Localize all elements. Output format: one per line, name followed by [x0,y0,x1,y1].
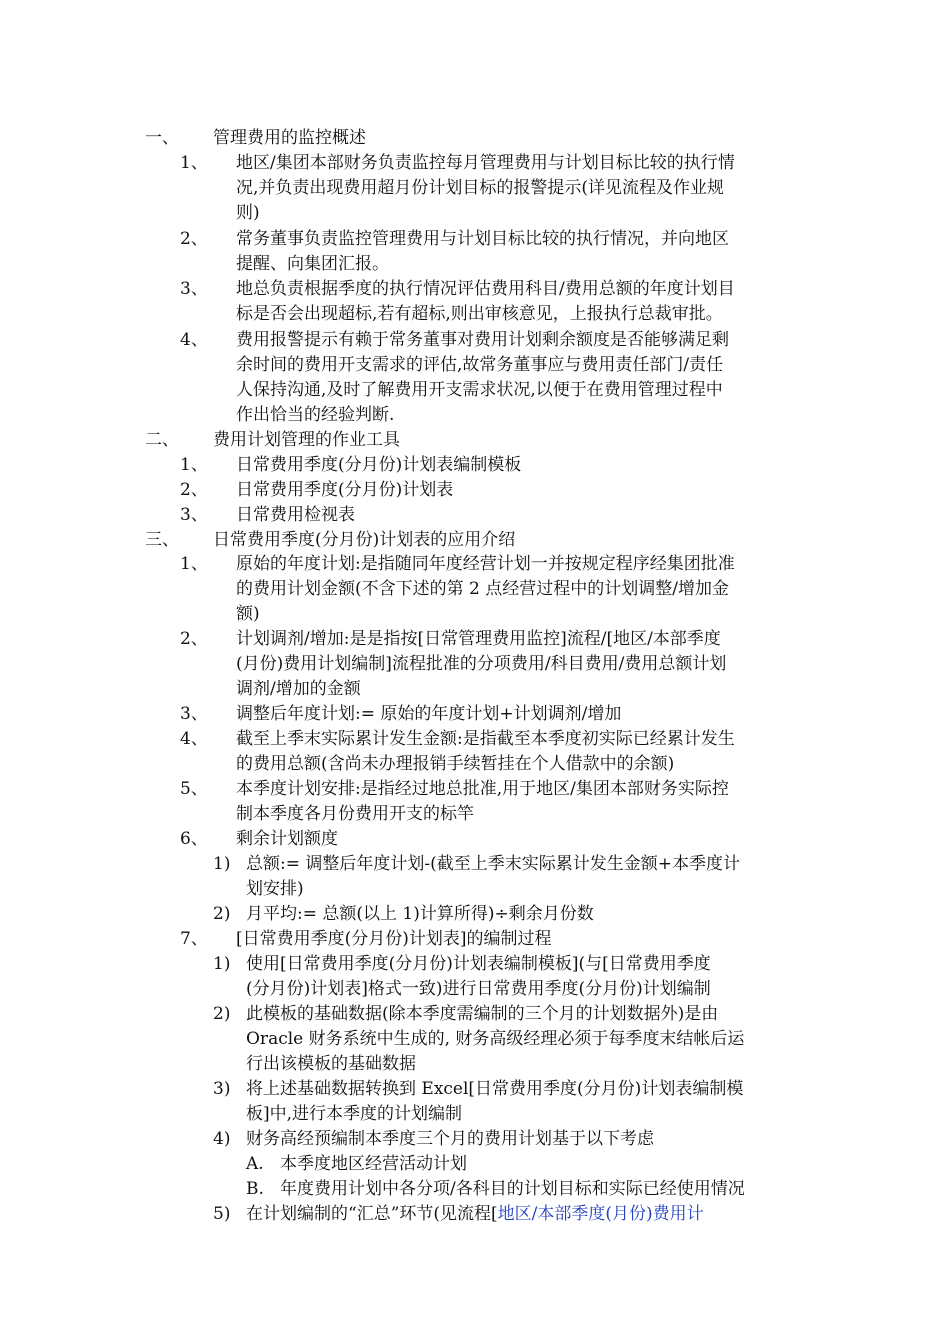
item-text: 余时间的费用开支需求的评估,故常务董事应与费用责任部门/责任 [236,355,724,375]
item-text: 的费用总额(含尚未办理报销手续暂挂在个人借款中的余额) [236,754,675,774]
item-text: 地总负责根据季度的执行情况评估费用科目/费用总额的年度计划目 [236,279,735,299]
subitem-text: 划安排) [246,879,304,899]
point-label: B. [246,1179,264,1199]
section-number: 一、 [145,128,179,148]
item-text: 原始的年度计划:是指随同年度经营计划一并按规定程序经集团批准 [236,554,735,574]
subitem-text: 此模板的基础数据(除本季度需编制的三个月的计划数据外)是由 [246,1004,719,1024]
item-number: 2、 [180,480,208,500]
section-title: 日常费用季度(分月份)计划表的应用介绍 [213,530,516,550]
item-number: 2、 [180,229,208,249]
point-text: 本季度地区经营活动计划 [280,1154,467,1174]
item-number: 5、 [180,779,208,799]
section-title: 费用计划管理的作业工具 [213,430,400,450]
item-number: 1、 [180,455,208,475]
item-number: 6、 [180,829,208,849]
item-text: 人保持沟通,及时了解费用开支需求状况,以便于在费用管理过程中 [236,380,723,400]
subitem-text: Oracle 财务系统中生成的, 财务高级经理必须于每季度末结帐后运 [246,1029,745,1049]
item-number: 2、 [180,629,208,649]
item-text: 费用报警提示有赖于常务董事对费用计划剩余额度是否能够满足剩 [236,330,729,350]
subitem-text: 总额:= 调整后年度计划-(截至上季末实际累计发生金额+本季度计 [246,854,740,874]
flow-link[interactable]: 地区/本部季度(月份)费用计 [497,1204,704,1224]
subitem-number: 1) [213,954,231,974]
item-text: 日常费用季度(分月份)计划表编制模板 [236,455,522,475]
item-text: 标是否会出现超标,若有超标,则出审核意见，上报执行总裁审批。 [236,304,723,324]
subitem-text [246,1203,704,1225]
item-text: 的费用计划金额(不含下述的第 2 点经营过程中的计划调整/增加金 [236,579,729,599]
subitem-number: 4) [213,1129,231,1149]
item-number: 1、 [180,554,208,574]
item-text: 剩余计划额度 [236,829,338,849]
item-text: 况,并负责出现费用超月份计划目标的报警提示(详见流程及作业规 [236,178,725,198]
item-text: 制本季度各月份费用开支的标竿 [236,804,474,824]
item-text: 作出恰当的经验判断. [236,405,395,425]
item-number: 3、 [180,505,208,525]
item-text: 日常费用季度(分月份)计划表 [236,480,454,500]
subitem-text: 板]中,进行本季度的计划编制 [246,1104,463,1124]
item-text: 计划调剂/增加:是是指按[日常管理费用监控]流程/[地区/本部季度 [236,629,721,649]
item-text: [日常费用季度(分月份)计划表]的编制过程 [236,929,552,949]
item-number: 3、 [180,704,208,724]
item-number: 1、 [180,153,208,173]
item-text: 截至上季末实际累计发生金额:是指截至本季度初实际已经累计发生 [236,729,735,749]
item-text: 地区/集团本部财务负责监控每月管理费用与计划目标比较的执行情 [236,153,735,173]
section-title: 管理费用的监控概述 [213,128,366,148]
item-text: 则) [236,203,260,223]
subitem-number: 3) [213,1079,231,1099]
subitem-text: 财务高经预编制本季度三个月的费用计划基于以下考虑 [246,1129,654,1149]
subitem-text: 使用[日常费用季度(分月份)计划表编制模板](与[日常费用季度 [246,954,711,974]
subitem-number: 2) [213,904,231,924]
subitem-text: (分月份)计划表]格式一致)进行日常费用季度(分月份)计划编制 [246,979,711,999]
subitem-number: 1) [213,854,231,874]
point-label: A. [246,1154,264,1174]
item-text: 本季度计划安排:是指经过地总批准,用于地区/集团本部财务实际控 [236,779,729,799]
subitem-text: 月平均:= 总额(以上 1)计算所得)÷剩余月份数 [246,904,594,924]
item-number: 3、 [180,279,208,299]
item-text: 调整后年度计划:= 原始的年度计划+计划调剂/增加 [236,704,622,724]
section-number: 三、 [145,530,179,550]
item-text: 提醒、向集团汇报。 [236,254,389,274]
item-number: 7、 [180,929,208,949]
subitem-text: 将上述基础数据转换到 Excel[日常费用季度(分月份)计划表编制模 [246,1079,744,1099]
section-number: 二、 [145,430,179,450]
item-number: 4、 [180,729,208,749]
item-number: 4、 [180,330,208,350]
item-text: (月份)费用计划编制]流程批准的分项费用/科目费用/费用总额计划 [236,654,727,674]
item-text: 额) [236,604,260,624]
item-text: 日常费用检视表 [236,505,355,525]
subitem-text-lead: 在计划编制的“汇总”环节(见流程[ [246,1204,498,1224]
subitem-text: 行出该模板的基础数据 [246,1054,416,1074]
point-text: 年度费用计划中各分项/各科目的计划目标和实际已经使用情况 [280,1179,745,1199]
subitem-number: 5) [213,1204,231,1224]
item-text: 常务董事负责监控管理费用与计划目标比较的执行情况，并向地区 [236,229,729,249]
subitem-number: 2) [213,1004,231,1024]
item-text: 调剂/增加的金额 [236,679,361,699]
